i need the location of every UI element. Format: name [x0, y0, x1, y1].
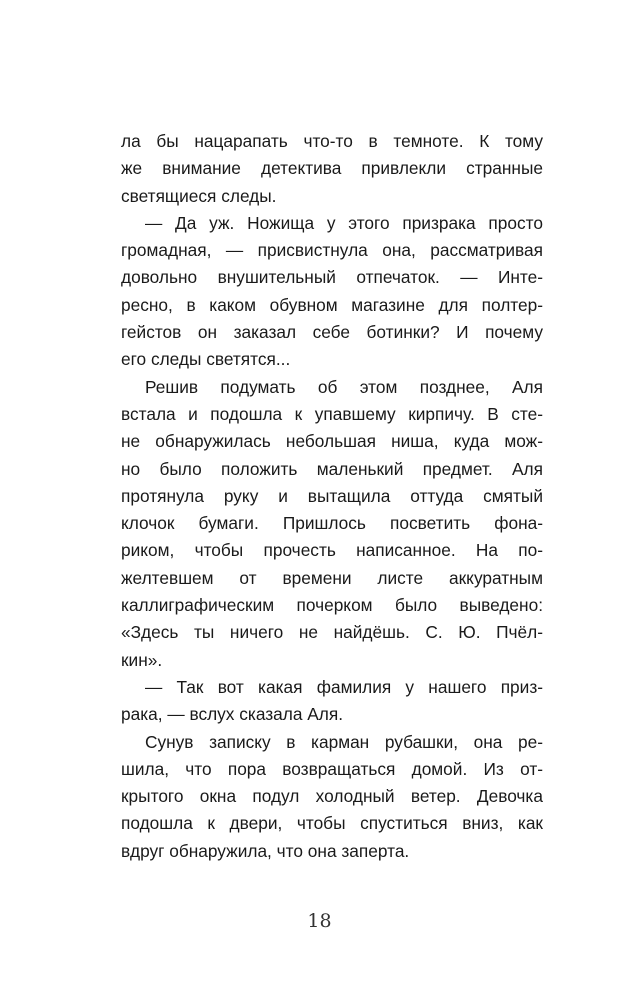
text-line: клочок бумаги. Пришлось посветить фона- [121, 513, 543, 534]
paragraph [121, 374, 543, 674]
text-line: желтевшем от времени листе аккуратным [121, 567, 543, 588]
text-line: светящиеся следы. [121, 185, 277, 206]
text-line: его следы светятся... [121, 349, 291, 370]
text-line: протянула руку и вытащила оттуда смятый [121, 485, 543, 506]
paragraph [121, 729, 543, 865]
page-number: 18 [307, 910, 332, 932]
text-line: «Здесь ты ничего не найдёшь. С. Ю. Пчёл- [121, 622, 543, 643]
text-line: шила, что пора возвращаться домой. Из от- [121, 758, 543, 779]
text-line: вдруг обнаружила, что она заперта. [121, 840, 410, 861]
text-line: но было положить маленький предмет. Аля [121, 458, 543, 479]
text-line: ла бы нацарапать что-то в темноте. К тому [121, 131, 543, 151]
text-line: каллиграфическим почерком было выведено: [121, 595, 543, 616]
text-line: встала и подошла к упавшему кирпичу. В сте- [121, 403, 543, 424]
text-line: подошла к двери, чтобы спуститься вниз, как [121, 813, 543, 834]
text-line: — Да уж. Ножища у этого призрака просто [145, 212, 543, 233]
text-line: Сунув записку в карман рубашки, она ре- [145, 731, 543, 752]
text-line: рака, — вслух сказала Аля. [121, 704, 344, 725]
text-line: крытого окна подул холодный ветер. Девочка [121, 786, 543, 807]
text-line: гейстов он заказал себе ботинки? И почему [121, 322, 543, 343]
text-line: довольно внушительный отпечаток. — Инте- [121, 267, 543, 288]
text-line: громадная, — присвистнула она, рассматривая [121, 240, 543, 261]
text-line: Решив подумать об этом позднее, Аля [145, 376, 543, 397]
text-line: же внимание детектива привлекли странные [121, 158, 543, 179]
text-line: не обнаружилась небольшая ниша, куда мож- [121, 431, 543, 452]
text-line: — Так вот какая фамилия у нашего приз- [145, 676, 543, 697]
text-line: ресно, в каком обувном магазине для полтер- [121, 294, 543, 315]
text-line: кин». [121, 649, 163, 670]
paragraph [121, 210, 543, 374]
paragraph [121, 128, 543, 210]
text-line: риком, чтобы прочесть написанное. На по- [121, 540, 543, 561]
body-text [121, 128, 543, 865]
paragraph [121, 674, 543, 729]
